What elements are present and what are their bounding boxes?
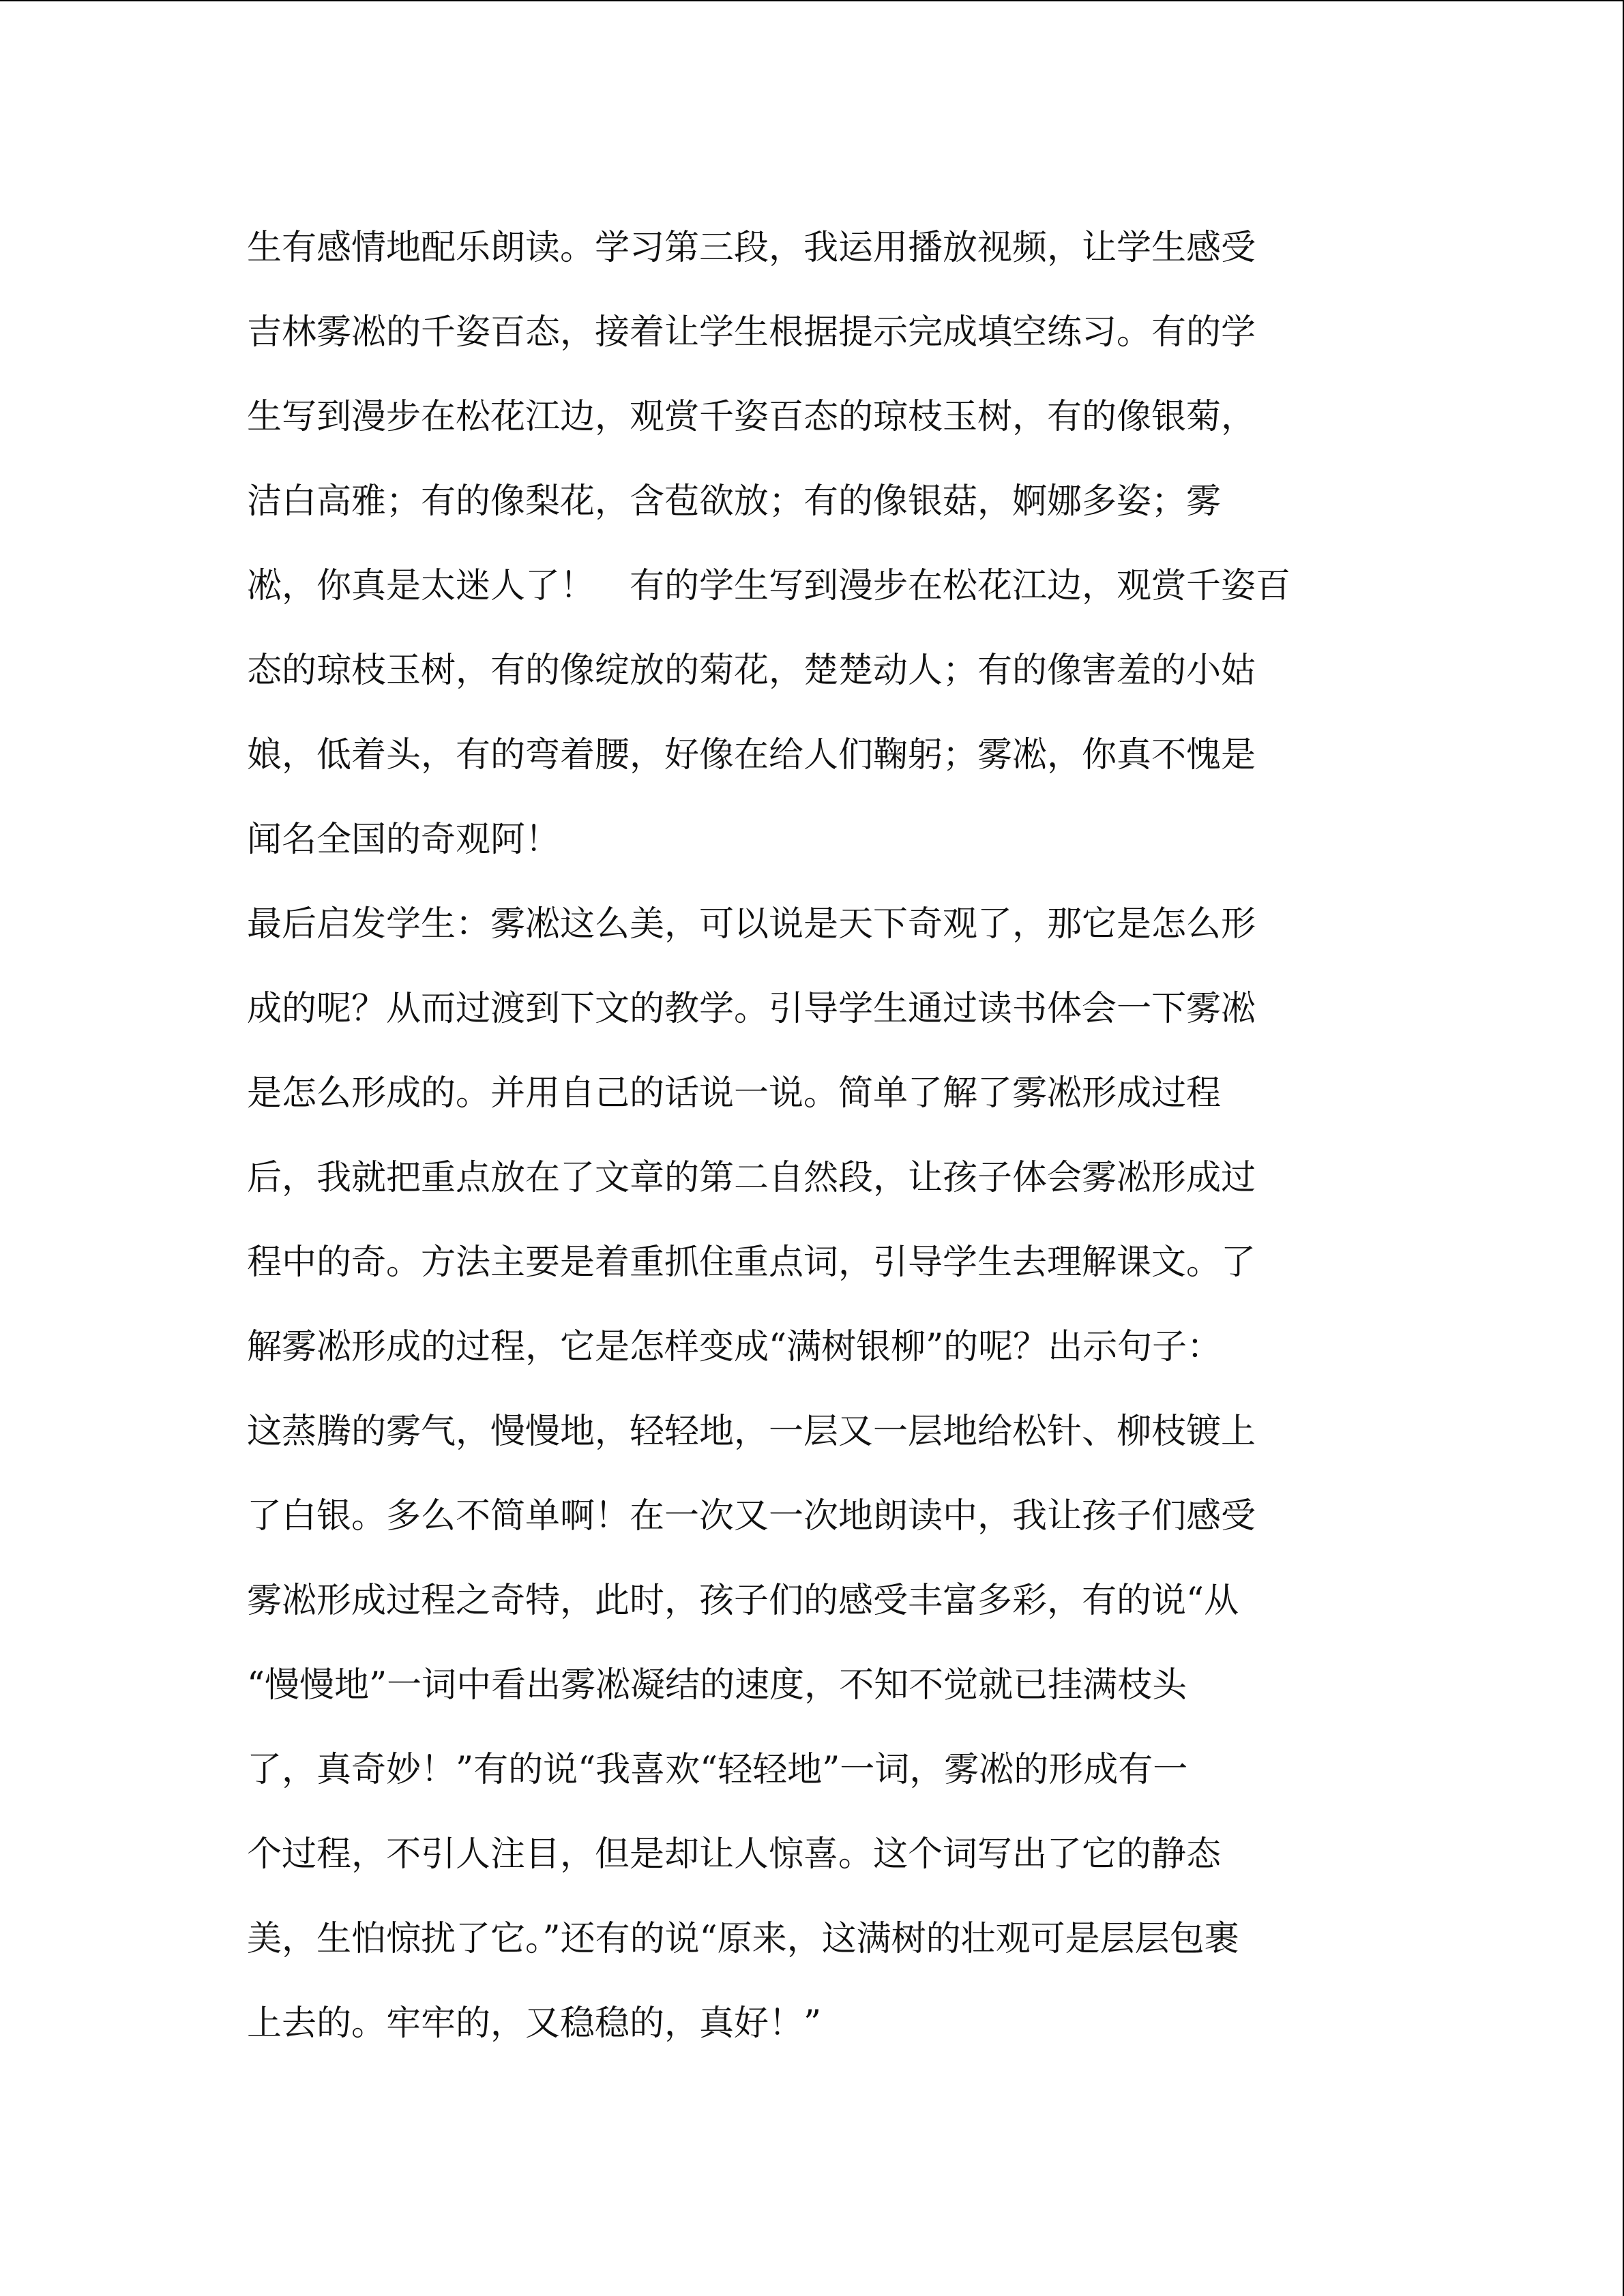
text-line: 个过程，不引人注目，但是却让人惊喜。这个词写出了它的静态 bbox=[247, 1834, 1222, 1875]
text-line: 最后启发学生：雾凇这么美，可以说是天下奇观了，那它是怎么形 bbox=[247, 904, 1256, 944]
text-line: 吉林雾凇的千姿百态，接着让学生根据提示完成填空练习。有的学 bbox=[247, 312, 1256, 353]
text-line: 解雾凇形成的过程，它是怎样变成“满树银柳”的呢？出示句子： bbox=[247, 1327, 1222, 1367]
text-line: 了白银。多么不简单啊！在一次又一次地朗读中，我让孩子们感受 bbox=[247, 1496, 1256, 1536]
text-line: 是怎么形成的。并用自己的话说一说。简单了解了雾凇形成过程 bbox=[247, 1073, 1222, 1114]
text-line: 娘，低着头，有的弯着腰，好像在给人们鞠躬；雾凇，你真不愧是 bbox=[247, 735, 1256, 775]
text-line: 凇，你真是太迷人了！ 有的学生写到漫步在松花江边，观赏千姿百 bbox=[247, 566, 1291, 606]
text-line: 生有感情地配乐朗读。学习第三段，我运用播放视频，让学生感受 bbox=[247, 228, 1256, 268]
text-line: 这蒸腾的雾气，慢慢地，轻轻地，一层又一层地给松针、柳枝镀上 bbox=[247, 1412, 1256, 1452]
text-line: 程中的奇。方法主要是着重抓住重点词，引导学生去理解课文。了 bbox=[247, 1242, 1256, 1283]
text-line: 了，真奇妙！”有的说“我喜欢“轻轻地”一词，雾凇的形成有一 bbox=[247, 1750, 1188, 1790]
text-line: 态的琼枝玉树，有的像绽放的菊花，楚楚动人；有的像害羞的小姑 bbox=[247, 651, 1256, 691]
document-body bbox=[247, 206, 1406, 2066]
text-line: “慢慢地”一词中看出雾凇凝结的速度，不知不觉就已挂满枝头 bbox=[247, 1665, 1187, 1705]
text-line: 洁白高雅；有的像梨花，含苞欲放；有的像银菇，婀娜多姿；雾 bbox=[247, 481, 1222, 522]
text-line: 闻名全国的奇观阿！ bbox=[247, 820, 561, 860]
text-line: 上去的。牢牢的，又稳稳的，真好！” bbox=[247, 2003, 822, 2044]
text-line: 后，我就把重点放在了文章的第二自然段，让孩子体会雾凇形成过 bbox=[247, 1158, 1256, 1198]
text-line: 生写到漫步在松花江边，观赏千姿百态的琼枝玉树，有的像银菊， bbox=[247, 397, 1256, 437]
text-line: 美，生怕惊扰了它。”还有的说“原来，这满树的壮观可是层层包裹 bbox=[247, 1919, 1239, 1959]
text-line: 雾凇形成过程之奇特，此时，孩子们的感受丰富多彩，有的说“从 bbox=[247, 1581, 1239, 1621]
text-line: 成的呢？从而过渡到下文的教学。引导学生通过读书体会一下雾凇 bbox=[247, 989, 1256, 1029]
